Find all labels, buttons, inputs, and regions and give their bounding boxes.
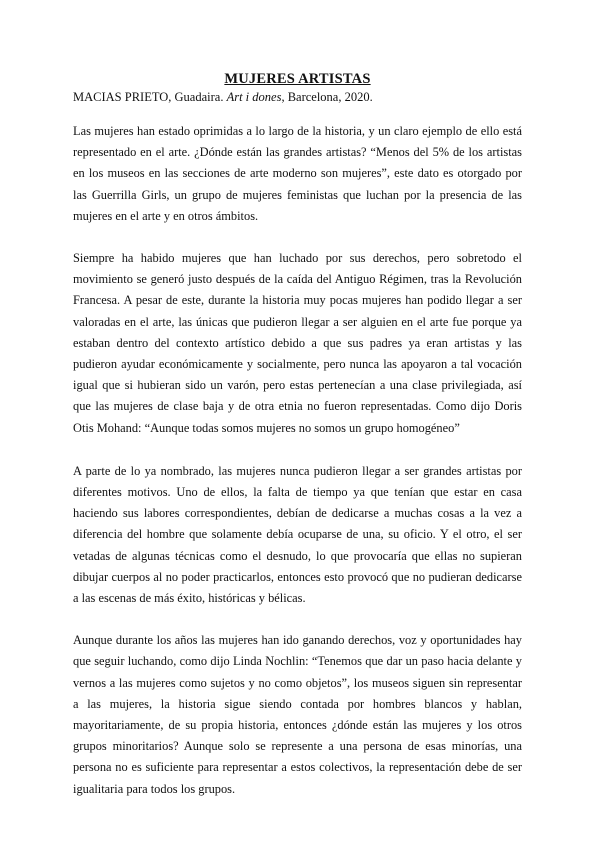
citation-details: , Barcelona, 2020.: [281, 90, 373, 104]
paragraph-2: Siempre ha habido mujeres que han luchado por sus derechos, pero sobretodo el movimiento se generó justo después de la caída del Antiguo Régimen, tras la Revolución Francesa. A pesar de este, durante la historia muy pocas mujeres han podido llegar a ser valoradas en el arte, las únicas que pudieron llegar a ser alguien en el arte fue porque ya estaban dentro del contexto artístico debido a que sus padres ya eran artistas y las pudieron ayudar económicamente y socialmente, pero nunca las apoyaron a tal vocación igual que si hubieran sido un varón, pero estas pertenecían a una clase privilegiada, así que las mujeres de clase baja y de otra etnia no fueron representadas. Como dijo Doris Otis Mohand: “Aunque todas somos mujeres no somos un grupo homogéneo”: [73, 251, 522, 435]
citation-author: MACIAS PRIETO, Guadaira.: [73, 90, 224, 104]
paragraph-4: Aunque durante los años las mujeres han ido ganando derechos, voz y oportunidades hay que seguir luchando, como dijo Linda Nochlin: “Tenemos que dar un paso hacia delante y vernos a las mujeres como sujetos y no como objetos”, los museos siguen sin representar a las mujeres, la historia sigue siendo contada por hombres blancos y hablan, mayoritariamente, de su propia historia, entonces ¿dónde están las mujeres y los otros grupos minoritarios? Aunque solo se represente a una persona de esas minorías, una persona no es suficiente para representar a estos colectivos, la representación debe de ser igualitaria para todos los grupos.: [73, 633, 522, 796]
document-page: [73, 70, 522, 800]
citation: [73, 88, 522, 106]
paragraph-1: Las mujeres han estado oprimidas a lo largo de la historia, y un claro ejemplo de ello está representado en el arte. ¿Dónde están las grandes artistas? “Menos del 5% de los artistas en los museos en las secciones de arte moderno son mujeres”, este dato es otorgado por las Guerrilla Girls, un grupo de mujeres feministas que luchan por la presencia de las mujeres en el arte y en otros ámbitos.: [73, 124, 522, 223]
document-title: MUJERES ARTISTAS: [224, 71, 371, 87]
citation-work: Art i dones: [226, 90, 282, 104]
paragraph-3: A parte de lo ya nombrado, las mujeres nunca pudieron llegar a ser grandes artistas por diferentes motivos. Uno de ellos, la falta de tiempo ya que tenían que estar en casa haciendo sus labores correspondientes, debían de dedicarse a muchas cosas a la vez a diferencia del hombre que solamente debía ocuparse de una, su oficio. Y el otro, el ser vetadas de algunas técnicas como el desnudo, lo que provocaría que ellas no supieran dibujar cuerpos al no poder practicarlos, entonces esto provocó que no pudieran dedicarse a las escenas de más éxito, históricas y bélicas.: [73, 463, 522, 606]
